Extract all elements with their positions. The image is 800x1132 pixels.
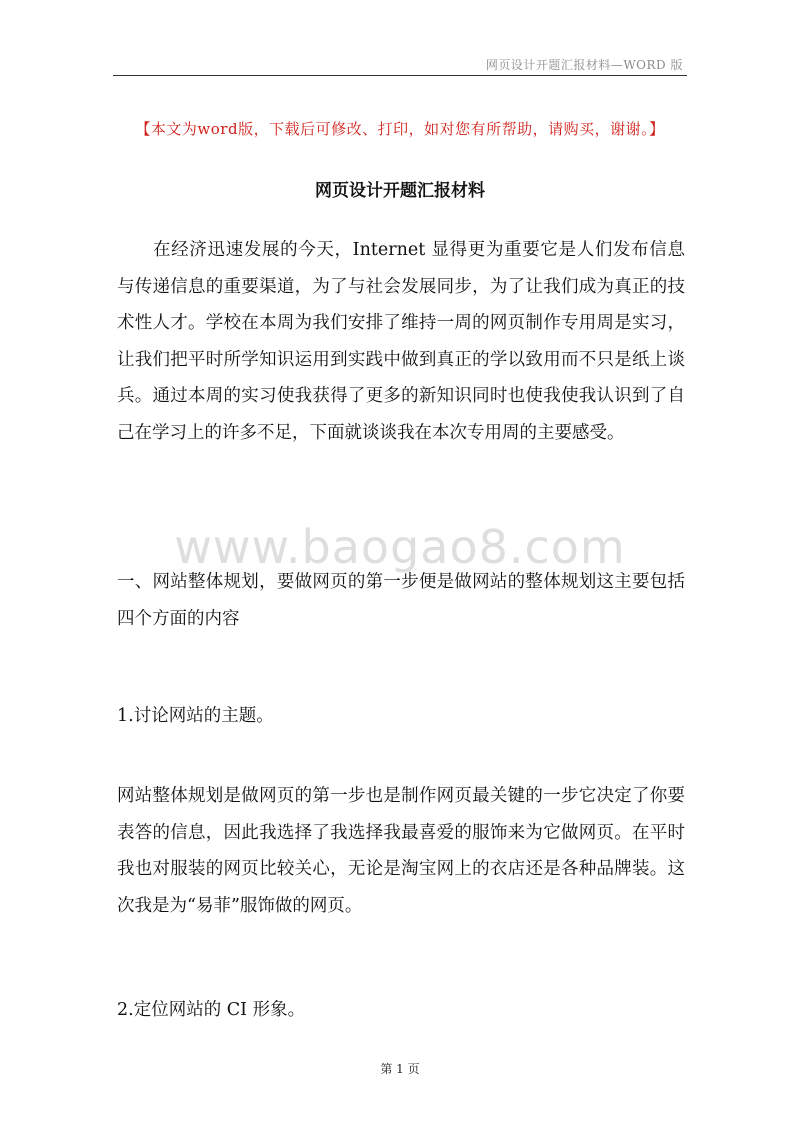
- page-number: 第 1 页: [380, 1062, 420, 1076]
- watermark: www.baogao8.com: [174, 520, 626, 574]
- download-notice: 【本文为word版，下载后可修改、打印，如对您有所帮助，请购买，谢谢。】: [135, 120, 665, 138]
- paragraph-intro: 在经济迅速发展的今天，Internet 显得更为重要它是人们发布信息与传递信息的重要渠道，为了与社会发展同步，为了让我们成为真正的技术性人才。学校在本周为我们安排了维持一周的网页制作专用周是实习，让我们把平时所学知识运用到实践中做到真正的学以致用而不只是纸上谈兵。通过本周的实习使我获得了更多的新知识同时也使我使我认识到了自己在学习上的许多不足，下面就谈谈我在本次专用周的主要感受。: [117, 240, 685, 443]
- running-header: 网页设计开题汇报材料—WORD 版: [485, 58, 683, 72]
- paragraph-item-one: 1.讨论网站的主题。: [117, 706, 274, 726]
- paragraph-site-planning: 网站整体规划是做网页的第一步也是制作网页最关键的一步它决定了你要表答的信息，因此我选择了我选择我最喜爱的服饰来为它做网页。在平时我也对服装的网页比较关心，无论是淘宝网上的衣店还是各种品牌装。这次我是为“易菲”服饰做的网页。: [117, 786, 685, 916]
- paragraph-item-two: 2.定位网站的 CI 形象。: [117, 1000, 306, 1020]
- header-divider: [113, 75, 687, 76]
- document-title: 网页设计开题汇报材料: [315, 181, 485, 201]
- paragraph-section-one: 一、网站整体规划，要做网页的第一步便是做网站的整体规划这主要包括四个方面的内容: [117, 572, 685, 629]
